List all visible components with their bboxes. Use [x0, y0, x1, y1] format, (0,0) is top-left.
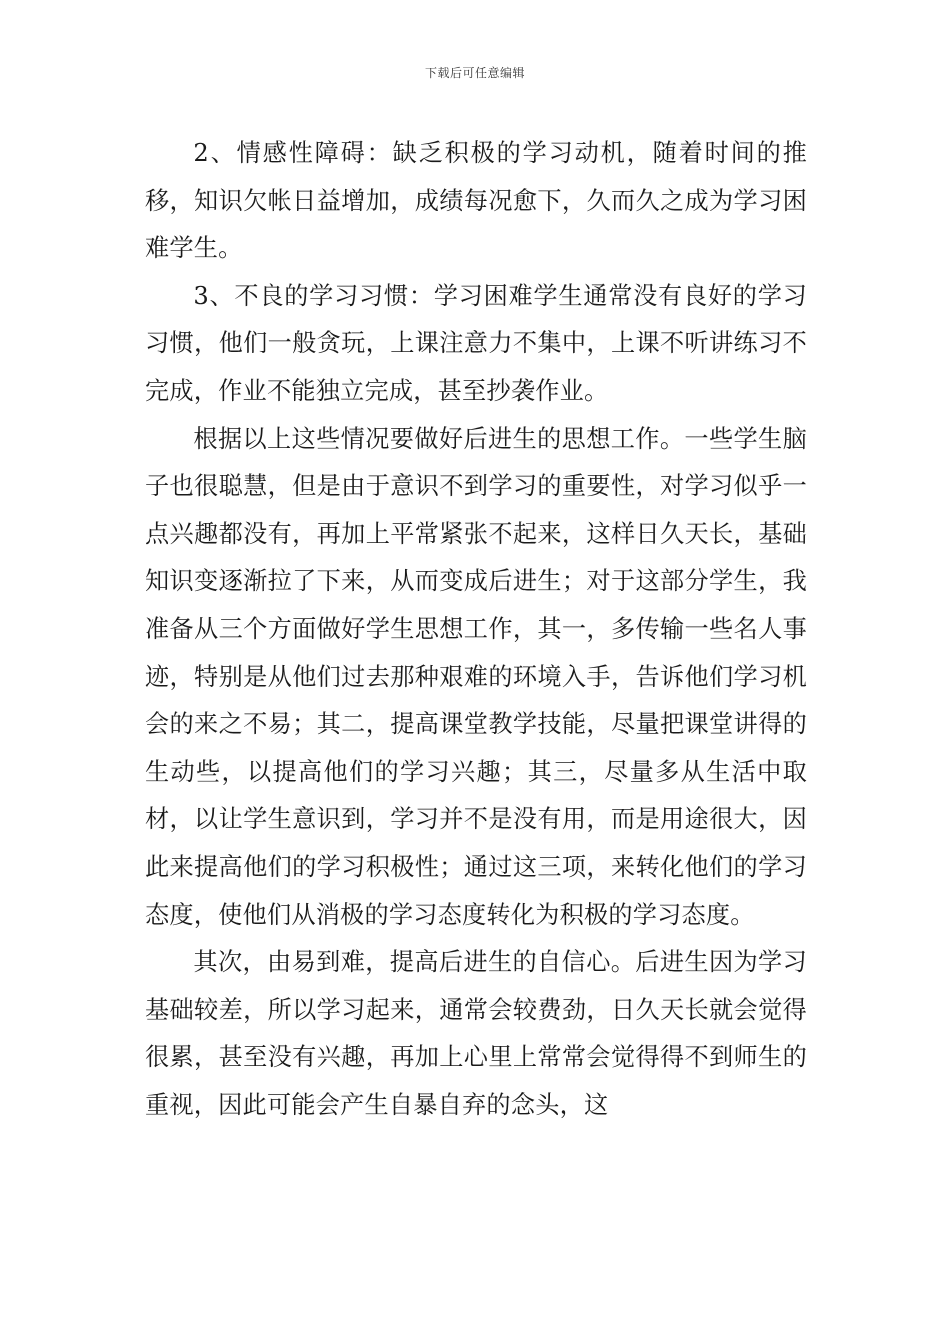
paragraph-bad-habits: 3、不良的学习习惯：学习困难学生通常没有良好的学习习惯，他们一般贪玩，上课注意力不集中，上课不听讲练习不完成，作业不能独立完成，甚至抄袭作业。	[145, 281, 807, 405]
document-body	[145, 130, 807, 1129]
paragraph-emotional-barrier: 2、情感性障碍：缺乏积极的学习动机，随着时间的推移，知识欠帐日益增加，成绩每况愈下，久而久之成为学习困难学生。	[145, 139, 807, 263]
paragraph-build-confidence: 其次，由易到难，提高后进生的自信心。后进生因为学习基础较差，所以学习起来，通常会较费劲，日久天长就会觉得很累，甚至没有兴趣，再加上心里上常常会觉得得不到师生的重视，因此可能会产生自暴自弃的念头，这	[145, 948, 807, 1119]
header-note: 下载后可任意编辑	[424, 66, 525, 80]
paragraph-ideological-work: 根据以上这些情况要做好后进生的思想工作。一些学生脑子也很聪慧，但是由于意识不到学习的重要性，对学习似乎一点兴趣都没有，再加上平常紧张不起来，这样日久天长，基础知识变逐渐拉了下来，从而变成后进生；对于这部分学生，我准备从三个方面做好学生思想工作，其一，多传输一些名人事迹，特别是从他们过去那种艰难的环境入手，告诉他们学习机会的来之不易；其二，提高课堂教学技能，尽量把课堂讲得的生动些，以提高他们的学习兴趣；其三，尽量多从生活中取材，以让学生意识到，学习并不是没有用，而是用途很大，因此来提高他们的学习积极性；通过这三项，来转化他们的学习态度，使他们从消极的学习态度转化为积极的学习态度。	[145, 424, 807, 929]
